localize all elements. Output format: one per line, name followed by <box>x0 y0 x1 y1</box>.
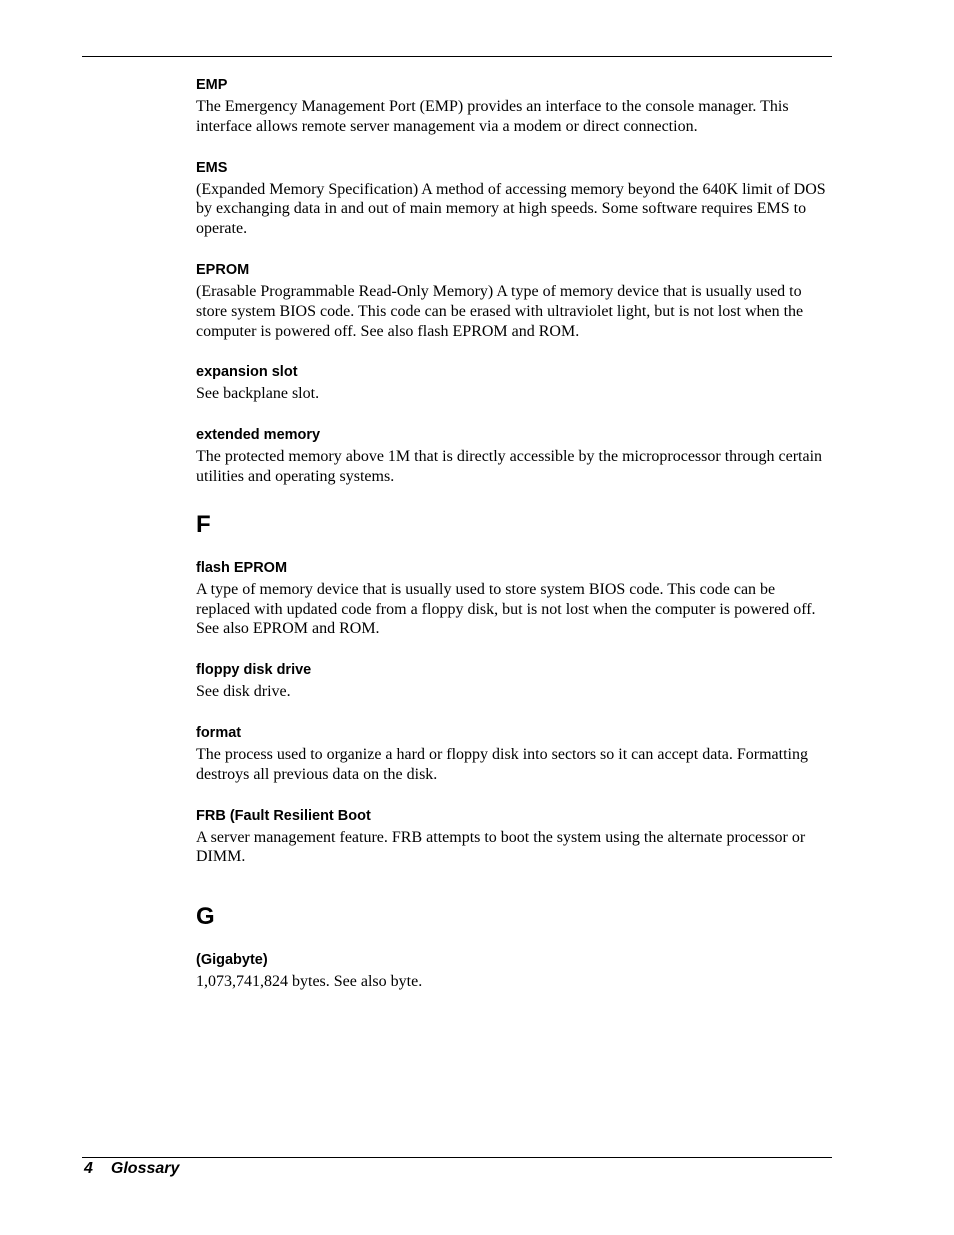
glossary-entry-extended-memory <box>196 426 826 487</box>
footer-section-title: Glossary <box>110 1160 180 1177</box>
glossary-entry-ems <box>196 159 826 239</box>
glossary-term: format <box>196 724 242 741</box>
glossary-entry-floppy-disk-drive <box>196 661 826 702</box>
glossary-term: (Gigabyte) <box>196 952 268 969</box>
glossary-entry-flash-eprom <box>196 559 826 639</box>
glossary-definition: The protected memory above 1M that is directly accessible by the microprocessor through certain utilities and operating systems. <box>196 448 823 485</box>
glossary-definition: 1,073,741,824 bytes. See also byte. <box>196 973 423 991</box>
glossary-term: expansion slot <box>196 364 298 381</box>
glossary-entry-emp <box>196 76 826 137</box>
glossary-term: EMP <box>196 77 228 93</box>
glossary-definition: A server management feature. FRB attempts to boot the system using the alternate processor or DIMM. <box>196 828 806 866</box>
glossary-content <box>196 76 826 992</box>
glossary-definition: See backplane slot. <box>196 385 320 403</box>
glossary-entry-frb <box>196 807 826 868</box>
header-rule <box>82 56 832 57</box>
glossary-term: EMS <box>196 159 228 176</box>
glossary-term: flash EPROM <box>196 559 288 576</box>
glossary-entry-format <box>196 724 826 785</box>
section-letter-g: G <box>196 903 215 931</box>
glossary-definition: The process used to organize a hard or floppy disk into sectors so it can accept data. Formatting destroys all previous data on the disk. <box>196 745 808 783</box>
glossary-definition: The Emergency Management Port (EMP) provides an interface to the console manager. This interface allows remote server management via a modem or direct connection. <box>196 98 789 135</box>
glossary-definition: A type of memory device that is usually used to store system BIOS code. This code can be replaced with updated code from a floppy disk, but is not lost when the computer is powered off. See also EPROM and ROM. <box>196 580 816 638</box>
glossary-term: EPROM <box>196 261 250 278</box>
glossary-entry-expansion-slot <box>196 363 826 404</box>
glossary-definition: (Expanded Memory Specification) A method of accessing memory beyond the 640K limit of DOS by exchanging data in and out of main memory at high speeds. Some software requires EMS to operate. <box>196 180 826 238</box>
page-number: 4 <box>84 1160 93 1177</box>
glossary-term: floppy disk drive <box>196 662 312 679</box>
glossary-definition: (Erasable Programmable Read-Only Memory) A type of memory device that is usually used to store system BIOS code. This code can be erased with ultraviolet light, but is not lost when the computer is powered off. See also flash EPROM and ROM. <box>196 282 804 340</box>
glossary-term: FRB (Fault Resilient Boot <box>196 807 371 824</box>
section-letter-f: F <box>196 510 211 538</box>
footer-rule <box>82 1157 832 1158</box>
glossary-entry-eprom <box>196 261 826 341</box>
glossary-definition: See disk drive. <box>196 683 291 701</box>
glossary-entry-gigabyte <box>196 951 826 992</box>
glossary-term: extended memory <box>196 427 321 444</box>
page-footer <box>84 1159 179 1179</box>
